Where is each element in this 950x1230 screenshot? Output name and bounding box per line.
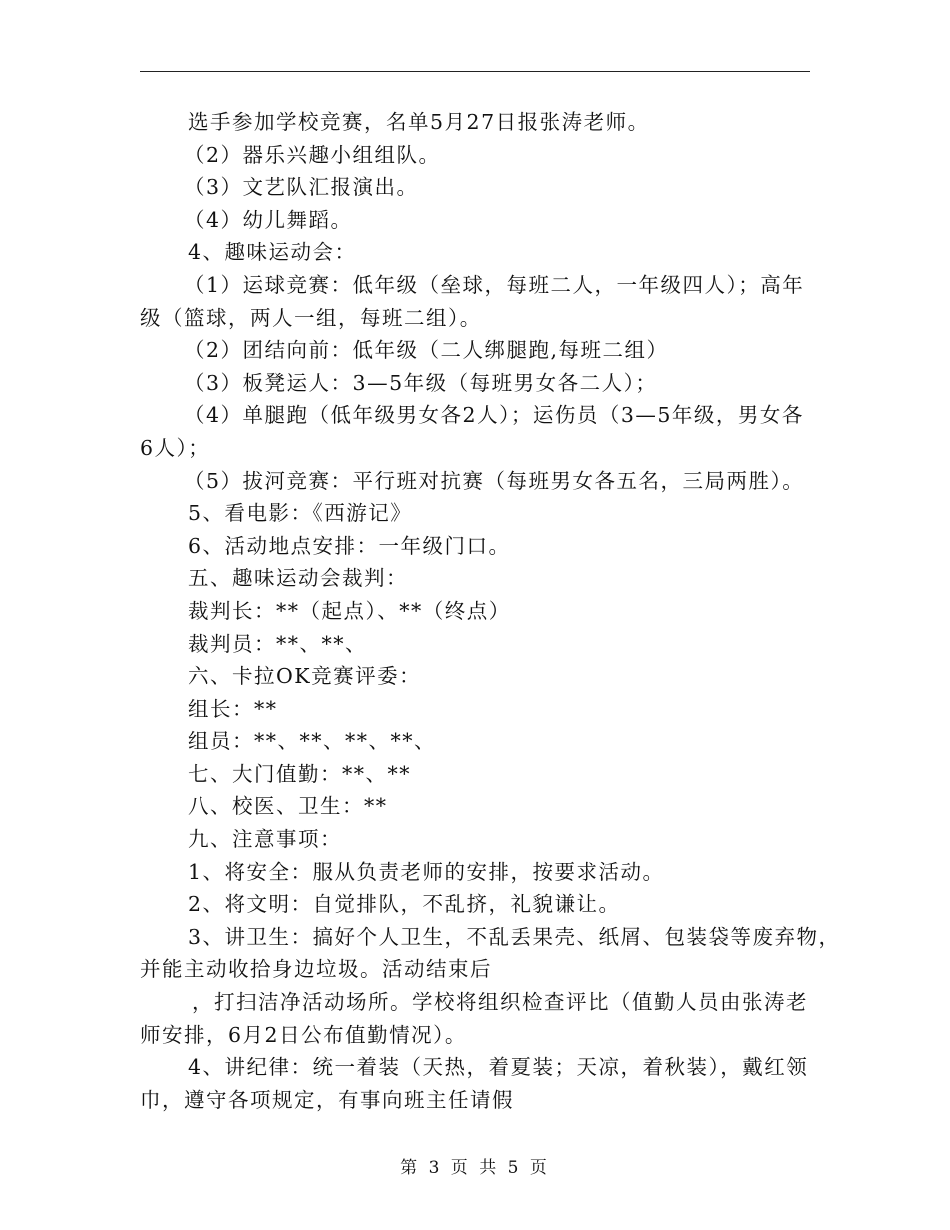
paragraph-line: （4）幼儿舞蹈。 (184, 207, 353, 232)
paragraph-line: 组员：**、**、**、**、 (188, 729, 436, 754)
paragraph-line: 1、将安全：服从负责老师的安排，按要求活动。 (188, 859, 665, 884)
paragraph-line: 级（篮球，两人一组，每班二组）。 (140, 305, 482, 330)
paragraph-line: 师安排，6月2日公布值勤情况）。 (140, 1022, 467, 1047)
paragraph-line: （3）板凳运人：3—5年级（每班男女各二人）； (184, 370, 658, 395)
section-heading: 八、校医、卫生：** (188, 794, 388, 819)
section-heading: 五、趣味运动会裁判： (188, 566, 408, 591)
paragraph-line: 6人）； (140, 435, 211, 460)
paragraph-line: 裁判员：**、**、 (188, 631, 367, 656)
paragraph-line: 裁判长：**（起点）、**（终点） (188, 598, 511, 623)
paragraph-line: 组长：** (188, 696, 278, 721)
paragraph-line: （5）拔河竞赛：平行班对抗赛（每班男女各五名，三局两胜）。 (184, 468, 805, 493)
paragraph-line: 6、活动地点安排：一年级门口。 (188, 533, 511, 558)
paragraph-line: 3、讲卫生：搞好个人卫生，不乱丢果壳、纸屑、包装袋等废弃物， (188, 924, 841, 949)
paragraph-line: 5、看电影：《西游记》 (188, 501, 413, 526)
section-heading: 九、注意事项： (188, 827, 342, 852)
paragraph-line: （2）器乐兴趣小组组队。 (184, 142, 441, 167)
paragraph-line: 4、趣味运动会： (188, 240, 357, 265)
paragraph-line: （2）团结向前：低年级（二人绑腿跑,每班二组） (184, 338, 669, 363)
paragraph-line: 巾，遵守各项规定，有事向班主任请假 (140, 1087, 514, 1112)
header-rule (140, 71, 810, 72)
paragraph-line: 并能主动收拾身边垃圾。活动结束后 (140, 957, 492, 982)
paragraph-line: 选手参加学校竞赛，名单5月27日报张涛老师。 (188, 110, 650, 134)
page-number: 第 3 页 共 5 页 (400, 1158, 550, 1178)
paragraph-line: 4、讲纪律：统一着装（天热，着夏装；天凉，着秋装），戴红领 (188, 1055, 809, 1080)
document-body (140, 106, 841, 1116)
section-heading: 七、大门值勤：**、** (188, 761, 411, 786)
paragraph-line: （4）单腿跑（低年级男女各2人）；运伤员（3—5年级，男女各 (184, 403, 804, 428)
section-heading: 六、卡拉OK竞赛评委： (188, 664, 422, 689)
paragraph-line: （1）运球竞赛：低年级（垒球，每班二人，一年级四人）；高年 (184, 272, 805, 297)
paragraph-line: ，打扫洁净活动场所。学校将组织检查评比（值勤人员由张涛老 (192, 990, 808, 1015)
paragraph-line: 2、将文明：自觉排队，不乱挤，礼貌谦让。 (188, 892, 621, 917)
paragraph-line: （3）文艺队汇报演出。 (184, 175, 419, 200)
